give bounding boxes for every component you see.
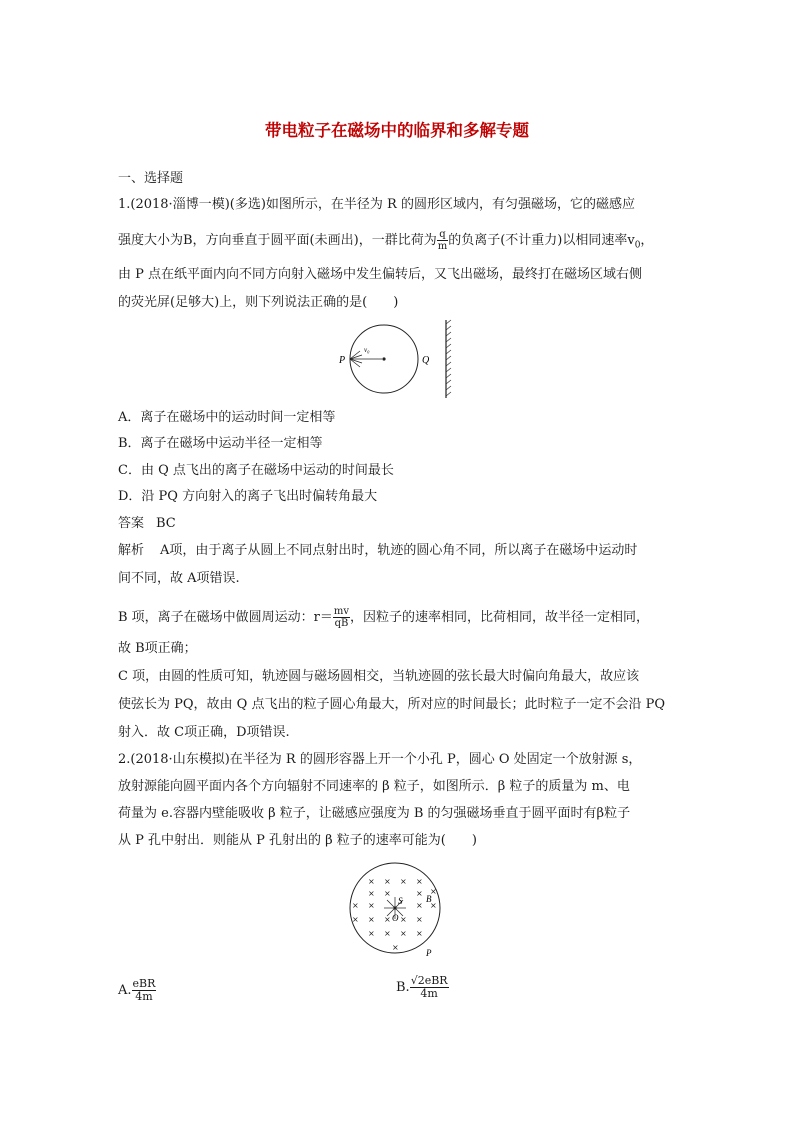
screen-hatching — [446, 320, 451, 396]
q1-line-3: 由 P 点在纸平面内向不同方向射入磁场中发生偏转后，又飞出磁场，最终打在磁场区域右侧 — [118, 267, 643, 282]
analysis-line-4: 故 B项正确； — [118, 641, 197, 656]
svg-text:×: × — [384, 915, 391, 924]
svg-text:×: × — [384, 929, 391, 938]
q1-option-a: A．离子在磁场中的运动时间一定相等 — [118, 410, 336, 425]
point-Q-label: Q — [422, 355, 430, 366]
q1-line-2: 强度大小为B，方向垂直于圆平面(未画出)，一群比荷为 $\frac{q}{m}$ 的负离子(不计重力)以相同速率$v_0$， — [118, 229, 654, 252]
point-P-label: P — [339, 355, 346, 366]
analysis-line-7: 射入．故 C项正确，D项错误. — [118, 725, 290, 740]
radius-formula-fraction: $\frac{mv}{qB}$ — [333, 606, 350, 629]
q2-line-2: 放射源能向圆平面内各个方向辐射不同速率的 β 粒子，如图所示．β 粒子的质量为 m、电 — [118, 779, 630, 794]
q1-answer: 答案 BC — [118, 516, 176, 531]
center-O-label: O — [392, 913, 399, 923]
svg-text:×: × — [384, 877, 391, 886]
q1-option-c: C．由 Q 点飞出的离子在磁场中运动的时间最长 — [118, 463, 394, 478]
hole-P-label: P — [426, 948, 432, 958]
q1-figure — [330, 318, 470, 400]
q2-line-1: 2.(2018·山东模拟)在半径为 R 的圆形容器上开一个小孔 P，圆心 O 处固定一个放射源 s， — [118, 752, 642, 767]
svg-text:×: × — [416, 901, 423, 910]
velocity-label: v₀ — [364, 346, 370, 354]
q1-option-d: D．沿 PQ 方向射入的离子飞出时偏转角最大 — [118, 489, 378, 504]
svg-text:×: × — [400, 915, 407, 924]
analysis-line-3: B 项，离子在磁场中做圆周运动：r＝ $\frac{mv}{qB}$ ，因粒子的速率相同，比荷相同，故半径一定相同， — [118, 606, 650, 629]
svg-text:×: × — [368, 877, 375, 886]
svg-text:×: × — [368, 901, 375, 910]
svg-text:×: × — [416, 877, 423, 886]
svg-text:×: × — [416, 915, 423, 924]
q2-option-a: A. $\frac{\text{eBR}}{4m}$ — [118, 977, 156, 1003]
source-S-label: S — [398, 896, 403, 906]
svg-text:×: × — [400, 877, 407, 886]
q1-charge-mass-fraction: $\frac{q}{m}$ — [437, 229, 448, 252]
svg-text:×: × — [416, 929, 423, 938]
svg-text:×: × — [392, 943, 399, 952]
svg-text:×: × — [368, 929, 375, 938]
svg-text:×: × — [430, 887, 437, 896]
analysis-line-6: 使弦长为 PQ，故由 Q 点飞出的粒子圆心角最大，所对应的时间最长；此时粒子一定不会沿 PQ — [118, 697, 665, 712]
analysis-line-5: C 项，由圆的性质可知，轨迹圆与磁场圆相交，当轨迹圆的弦长最大时偏向角最大，故应该 — [118, 669, 640, 684]
q2-line-3: 荷量为 e.容器内壁能吸收 β 粒子，让磁感应强度为 B 的匀强磁场垂直于圆平面时有β粒子 — [118, 806, 631, 821]
svg-text:×: × — [430, 901, 437, 910]
svg-text:×: × — [352, 901, 359, 910]
svg-text:×: × — [400, 929, 407, 938]
q2-option-b: B. $\frac{\text{√2eBR}}{4m}$ — [396, 974, 448, 1000]
svg-text:×: × — [384, 889, 391, 898]
q1-line-4: 的荧光屏(足够大)上，则下列说法正确的是( ) — [118, 295, 399, 310]
svg-text:×: × — [416, 889, 423, 898]
section-heading: 一、选择题 — [118, 171, 184, 186]
svg-text:×: × — [368, 915, 375, 924]
q2-line-4: 从 P 孔中射出．则能从 P 孔射出的 β 粒子的速率可能为( ) — [118, 833, 477, 848]
q2-figure — [340, 860, 450, 960]
field-B-label: B — [426, 894, 432, 904]
q1-line-1: 1.(2018·淄博一模)(多选)如图所示，在半径为 R 的圆形区域内，有匀强磁场，它的磁感应 — [118, 197, 635, 212]
analysis-line-2: 间不同，故 A项错误. — [118, 571, 240, 586]
page-title: 带电粒子在磁场中的临界和多解专题 — [265, 121, 529, 140]
analysis-line-1: 解析 A项，由于离子从圆上不同点射出时，轨迹的圆心角不同，所以离子在磁场中运动时 — [118, 543, 638, 558]
q1-option-b: B．离子在磁场中运动半径一定相等 — [118, 436, 323, 451]
svg-text:×: × — [352, 915, 359, 924]
svg-text:×: × — [368, 889, 375, 898]
center-dot — [382, 357, 385, 360]
